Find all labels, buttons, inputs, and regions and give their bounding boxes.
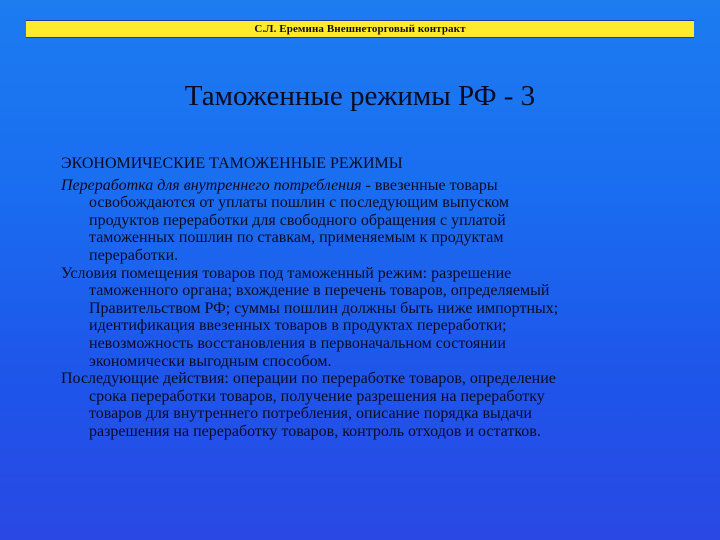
- paragraph-first-line-rest: - ввезенные товары: [361, 176, 498, 194]
- paragraph-first-line: Условия помещения товаров под таможенный режим: разрешение: [61, 264, 512, 282]
- paragraph-line: освобождаются от уплаты пошлин с последующим выпуском: [89, 194, 510, 212]
- paragraph-line: таможенного органа; вхождение в перечень товаров, определяемый: [89, 282, 550, 300]
- slide-content: [61, 155, 666, 441]
- paragraph-first-line: [61, 177, 666, 195]
- paragraph-actions: [61, 370, 666, 440]
- paragraph-line: идентификация ввезенных товаров в продуктах переработки;: [89, 317, 507, 335]
- paragraph-line: невозможность восстановления в первоначальном состоянии: [89, 334, 506, 352]
- paragraph-line: товаров для внутреннего потребления, описание порядка выдачи: [89, 405, 532, 423]
- section-heading: ЭКОНОМИЧЕСКИЕ ТАМОЖЕННЫЕ РЕЖИМЫ: [61, 155, 403, 172]
- header-text: С.Л. Еремина Внешнеторговый контракт: [254, 23, 466, 35]
- paragraph-line: Правительством РФ; суммы пошлин должны быть ниже импортных;: [89, 299, 559, 317]
- paragraph-line: экономически выгодным способом.: [89, 352, 332, 370]
- paragraph-line: разрешения на переработку товаров, контроль отходов и остатков.: [89, 422, 541, 440]
- paragraph-line: продуктов переработки для свободного обращения с уплатой: [89, 211, 506, 229]
- paragraph-line: таможенных пошлин по ставкам, применяемым к продуктам: [89, 229, 504, 247]
- paragraph-line: переработки.: [89, 246, 179, 264]
- slide-title: Таможенные режимы РФ - 3: [184, 80, 536, 112]
- paragraph-processing: [61, 177, 666, 265]
- paragraph-conditions: [61, 265, 666, 371]
- header-bar: [26, 20, 694, 38]
- paragraph-first-line: Последующие действия: операции по переработке товаров, определение: [61, 370, 556, 388]
- paragraph-line: срока переработки товаров, получение разрешения на переработку: [89, 387, 545, 405]
- term-italic: Переработка для внутреннего потребления: [61, 176, 362, 194]
